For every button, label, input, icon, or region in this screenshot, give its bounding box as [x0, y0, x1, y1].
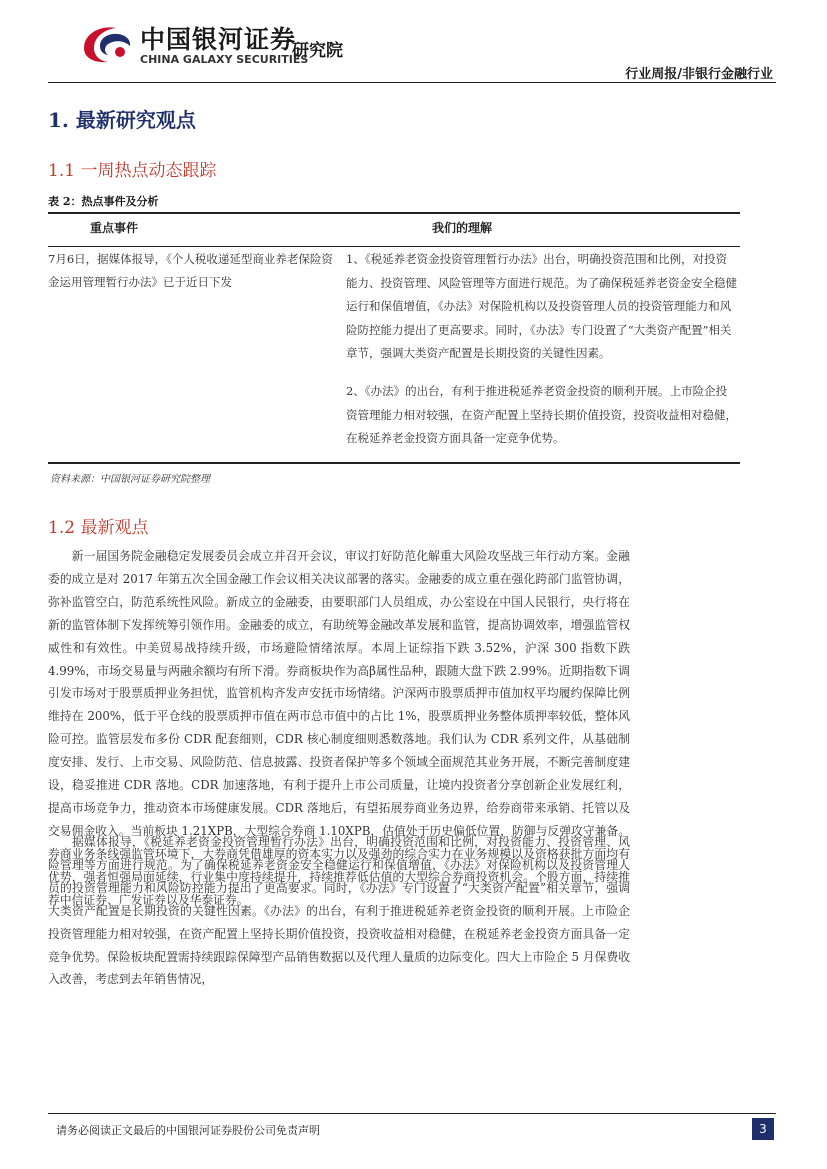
subsection-heading-latest-views: 1.2 最新观点 — [48, 518, 149, 538]
table-caption: 表 2：热点事件及分析 — [48, 195, 159, 208]
table-top-rule — [48, 212, 740, 214]
table-header-rule — [48, 246, 740, 247]
body-paragraph-2 — [48, 831, 630, 991]
table-header-events: 重点事件 — [90, 221, 139, 235]
section-heading: 1. 最新研究观点 — [48, 108, 196, 132]
header-divider — [48, 82, 776, 83]
table-header-analysis: 我们的理解 — [432, 221, 493, 235]
table-bottom-rule — [48, 462, 740, 464]
body-paragraph-2-text: 据媒体报导，《税延养老资金投资管理暂行办法》出台，明确投资范围和比例，对投资能力、投资管理、风险管理等方面进行规范。为了确保税延养老资金安全稳健运行和保值增值，《办法》对保险机构以及投资管理人员的投资管理能力和风险防控能力提出了更高要求。同时，《办法》专门设置了“大类资产配置”相关章节，强调大类资产配置是长期投资的关键性因素。《办法》的出台，有利于推进税延养老资金投资的顺利开展。上市险企投资管理能力相对较强，在资产配置上坚持长期价值投资，投资收益相对稳健，在税延养老金投资方面具备一定竞争优势。保险板块配置需持续跟踪保障型产品销售数据以及代理人量质的边际变化。四大上市险企 5 月保费收入改善，考虑到去年销售情况， — [48, 835, 630, 987]
page-number: 3 — [752, 1118, 774, 1140]
footer-disclaimer: 请务必阅读正文最后的中国银河证券股份公司免责声明 — [56, 1124, 320, 1137]
footer-divider — [48, 1113, 776, 1114]
table-cell-analysis-1: 1、《税延养老资金投资管理暂行办法》出台，明确投资范围和比例，对投资能力、投资管理、风险管理等方面进行规范。为了确保税延养老资金安全稳健运行和保值增值，《办法》对保险机构以及投资管理人员的投资管理能力和风险防控能力提出了更高要求。同时，《办法》专门设置了“大类资产配置”相关章节，强调大类资产配置是长期投资的关键性因素。 — [346, 252, 737, 360]
subsection-heading-hot-events: 1.1 一周热点动态跟踪 — [48, 161, 217, 181]
report-category: 行业周报/非银行金融行业 — [625, 67, 773, 82]
galaxy-logo-icon — [78, 22, 134, 66]
table-source-note: 资料来源：中国银河证券研究院整理 — [50, 474, 210, 485]
body-paragraph-1-text: 新一届国务院金融稳定发展委员会成立并召开会议，审议打好防范化解重大风险攻坚战三年行动方案。金融委的成立是对 2017 年第五次全国金融工作会议相关决议部署的落实。金融委的成立重在强化跨部门监管协调，弥补监管空白，防范系统性风险。新成立的金融委，由要职部门人员组成，办公室设在中国人民银行，央行将在新的监管体制下发挥统筹引领作用。金融委的成立，有助统筹金融改革发展和监管，提高协调效率，增强监管权威性和有效性。中美贸易战持续升级，市场避险情绪浓厚。本周上证综指下跌 3.52%，沪深 300 指数下跌 4.99%，市场交易量与两融余额均有所下滑。券商板块作为高β属性品种，跟随大盘下跌 2.99%。近期指数下调引发市场对于股票质押业务担忧，监管机构齐发声安抚市场情绪。沪深两市股票质押市值加权平均履约保障比例维持在 200%，低于平仓线的股票质押市值在两市总市值中的占比 1%，股票质押业务整体质押率较低，整体风险可控。监管层发布多份 CDR 配套细则，CDR 核心制度细则悉数落地。我们认为 CDR 系列文件，从基础制度安排、发行、上市交易、风险防范、信息披露、投资者保护等多个领域全面规范其业务开展，不断完善制度建设，稳妥推进 CDR 落地。CDR 加速落地，有利于提升上市公司质量，让境内投资者分享创新企业发展红利，提高市场竞争力，推动资本市场健康发展。CDR 落地后，有望拓展券商业务边界，给券商带来承销、托管以及交易佣金收入。当前板块 1.21XPB，大型综合券商 1.10XPB，估值处于历史偏低位置，防御与反弹攻守兼备。券商业务条线强监管环境下，大券商凭借雄厚的资本实力以及强劲的综合实力在业务规模以及资格获批方面均有优势，强者恒强局面延续，行业集中度持续提升，持续推荐低估值的大型综合券商投资机会。个股方面，持续推荐中信证券、广发证券以及华泰证券。 — [48, 549, 630, 907]
table-cell-analysis-2: 2、《办法》的出台，有利于推进税延养老资金投资的顺利开展。上市险企投资管理能力相对较强，在资产配置上坚持长期价值投资，投资收益相对稳健，在税延养老金投资方面具备一定竞争优势。 — [346, 384, 737, 445]
brand-name-en: CHINA GALAXY SECURITIES — [140, 53, 309, 66]
brand-name-cn: 中国银河证券 — [140, 25, 297, 54]
institute-label: 研究院 — [292, 41, 343, 61]
table-cell-event: 7月6日，据媒体报导，《个人税收递延型商业养老保险资金运用管理暂行办法》已于近日下发 — [48, 252, 333, 289]
